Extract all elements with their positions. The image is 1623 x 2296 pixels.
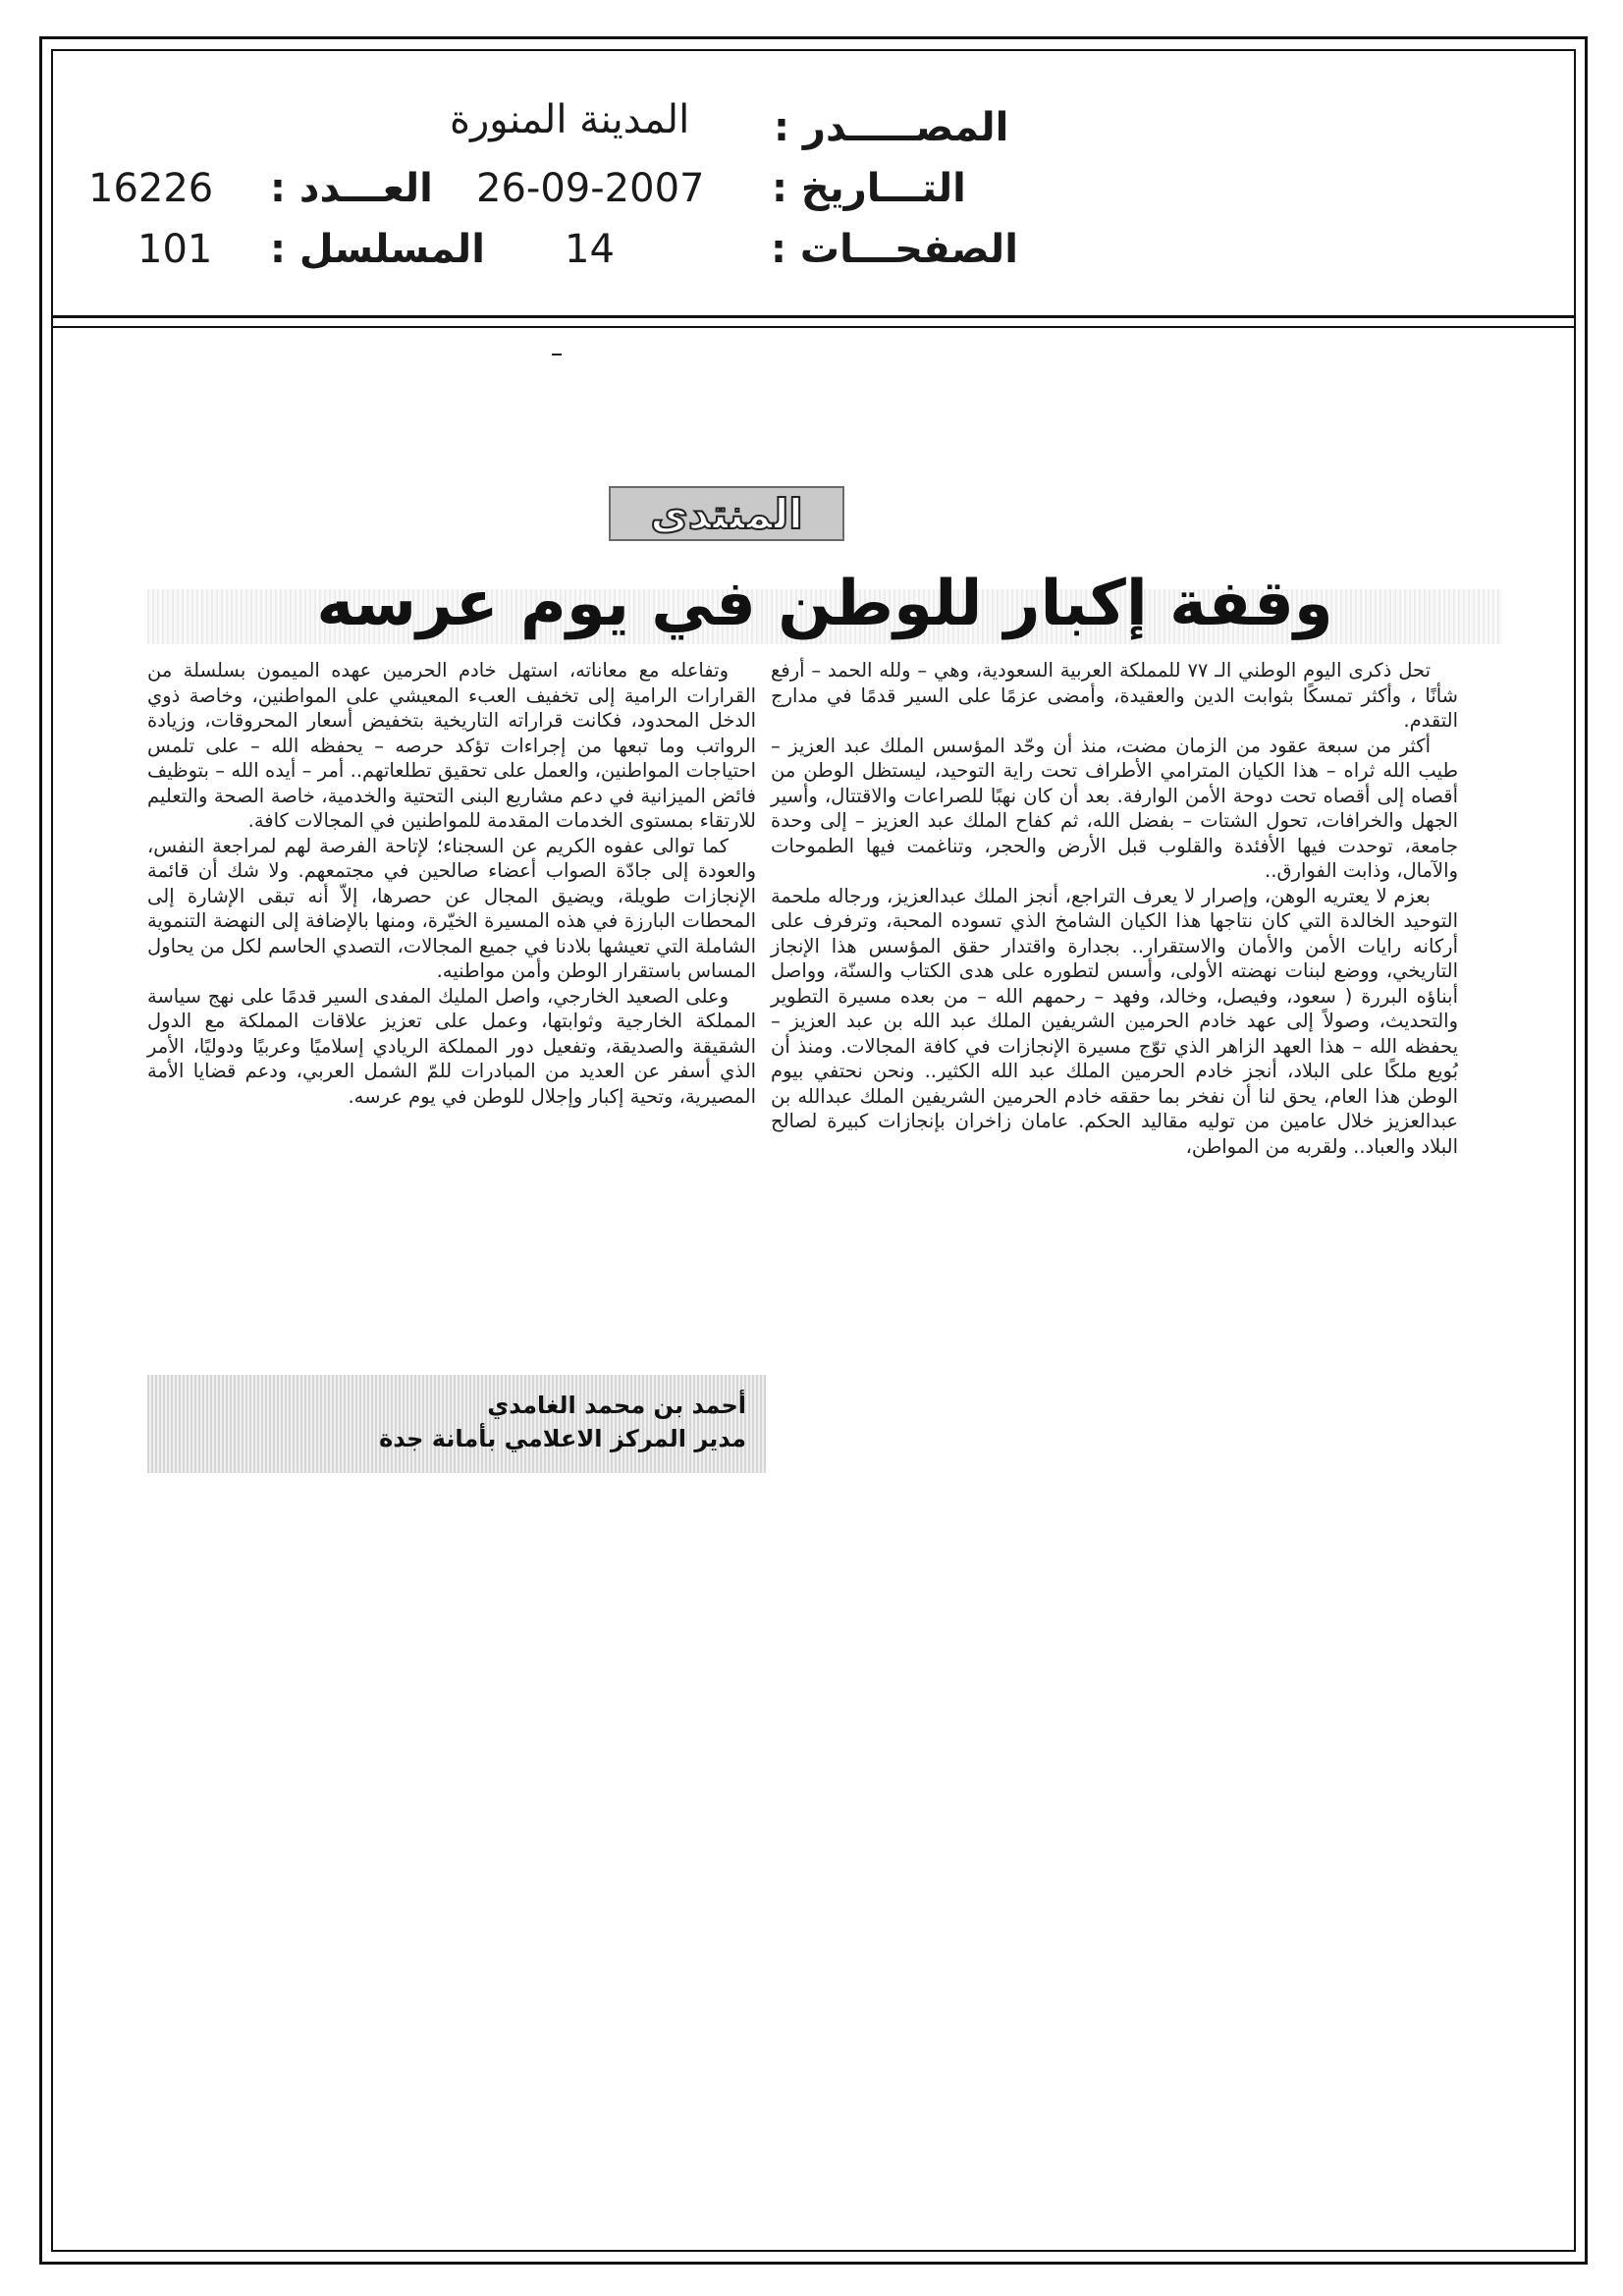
- pages-value: 14: [565, 227, 615, 272]
- paragraph: وتفاعله مع معاناته، استهل خادم الحرمين عهده الميمون بسلسلة من القرارات الرامية إلى تخفيف العبء المعيشي على المواطنين، وخاصة ذوي الدخل المحدود، فكانت قراراته التاريخية بتخفيض أسعار المحروقات، وزيادة الرواتب وما تبعها من إجراءات تؤكد حرصه – يحفظه الله – على تلمس احتياجات المواطنين، والعمل على تحقيق تطلعاتهم.. أمر – أيده الله – بتوظيف فائض الميزانية في دعم مشاريع البنى التحتية والخدمية، خاصة الصحة والتعليم للارتقاء بمستوى الخدمات المقدمة للمواطنين في المجالات كافة.: [147, 659, 756, 832]
- article-column-right: [771, 658, 1458, 1159]
- serial-value: 101: [137, 227, 213, 272]
- paragraph: كما توالى عفوه الكريم عن السجناء؛ لإتاحة الفرصة لهم لمراجعة النفس، والعودة إلى جادّة الصواب أعضاء صالحين في مجتمعهم. ولا شك أن قائمة الإنجازات طويلة، ويضيق المجال عن حصرها، إلاّ أنه تبقى الإشارة إلى المحطات البارزة في هذه المسيرة الخيّرة، ومنها بالإضافة إلى النهضة التنموية الشاملة التي تعيشها بلادنا في جميع المجالات، التصدي الحاسم لكل من يحاول المساس باستقرار الوطن وأمن مواطنيه.: [147, 834, 756, 982]
- scan-mark: [552, 354, 562, 355]
- author-byline: [147, 1375, 766, 1473]
- paragraph: تحل ذكرى اليوم الوطني الـ ٧٧ للمملكة العربية السعودية، وهي – ولله الحمد – أرفع شأنًا ، وأكثر تمسكًا بثوابت الدين والعقيدة، وأمضى عزمًا على السير قدمًا في مدارج التقدم.: [771, 659, 1458, 732]
- date-label: التـــاريخ :: [772, 166, 966, 211]
- paragraph: وعلى الصعيد الخارجي، واصل المليك المفدى السير قدمًا على نهج سياسة المملكة الخارجية وثوابتها، وعمل على تعزيز علاقات المملكة مع الدول الشقيقة والصديقة، وتفعيل دور المملكة الريادي إسلاميًا وعربيًا ودوليًا، الأمر الذي أسفر عن العديد من المبادرات للمّ الشمل العربي، ودعم قضايا الأمة المصيرية، وتحية إكبار وإجلال للوطن في يوم عرسه.: [147, 984, 756, 1108]
- date-value: 26-09-2007: [476, 166, 705, 211]
- paragraph: أكثر من سبعة عقود من الزمان مضت، منذ أن وحّد المؤسس الملك عبد العزيز – طيب الله ثراه – هذا الكيان المترامي الأطراف تحت راية التوحيد، ليستظل الوطن من أقصاه إلى أقصاه تحت دوحة الأمن الوارفة. بعد أن كان نهبًا للصراعات والاقتتال، وأسير الجهل والخرافات، تحول الشتات – بفضل الله، ثم كفاح الملك عبد العزيز – إلى وحدة جامعة، توحدت فيها الأفئدة والقلوب قبل الأرض والحجر، وتناغمت فيها الطموحات والآمال، وذابت الفوارق..: [771, 734, 1458, 882]
- article-column-left: [147, 658, 756, 1109]
- author-title: مدير المركز الاعلامي بأمانة جدة: [379, 1425, 746, 1452]
- source-label: المصـــــدر :: [774, 105, 1009, 150]
- article-headline: وقفة إكبار للوطن في يوم عرسه: [316, 568, 1333, 640]
- issue-label: العـــدد :: [270, 166, 433, 211]
- issue-value: 16226: [88, 166, 214, 211]
- header-divider-inner: [51, 326, 1576, 328]
- section-kicker-label: المنتدى: [650, 489, 803, 538]
- header-divider: [51, 315, 1576, 318]
- serial-label: المسلسل :: [270, 227, 485, 272]
- paragraph: بعزم لا يعتريه الوهن، وإصرار لا يعرف التراجع، أنجز الملك عبدالعزيز، ورجاله ملحمة التوحيد الخالدة التي كان نتاجها هذا الكيان الشامخ الذي تسوده المحبة، وترفرف على أركانه رايات الأمن والأمان والاستقرار.. بجدارة واقتدار حقق المؤسس هذا الإنجاز التاريخي، ووضع لبنات نهضته الأولى، وأسس لتطوره على هدى الكتاب والسنّة، وواصل أبناؤه البررة ( سعود، وفيصل، وخالد، وفهد – رحمهم الله – من بعده مسيرة التطوير والتحديث، وصولاً إلى عهد خادم الحرمين الشريفين الملك عبد الله بن عبد العزيز – يحفظه الله – هذا العهد الزاهر الذي توّج مسيرة الإنجازات في كافة المجالات. ومنذ أن بُويع ملكًا على البلاد، أنجز خادم الحرمين الملك عبد الله الكثير.. ونحن نحتفي بيوم الوطن هذا العام، يحق لنا أن نفخر بما حققه خادم الحرمين الشريفين الملك عبدالله بن عبدالعزيز خلال عامين من توليه مقاليد الحكم. عامان زاخران بإنجازات كبيرة لصالح البلاد والعباد.. ولقربه من المواطن،: [771, 884, 1458, 1158]
- pages-label: الصفحـــات :: [771, 227, 1018, 272]
- author-name: أحمد بن محمد الغامدي: [487, 1392, 746, 1419]
- source-value: المدينة المنورة: [450, 97, 690, 142]
- section-kicker: [609, 486, 844, 541]
